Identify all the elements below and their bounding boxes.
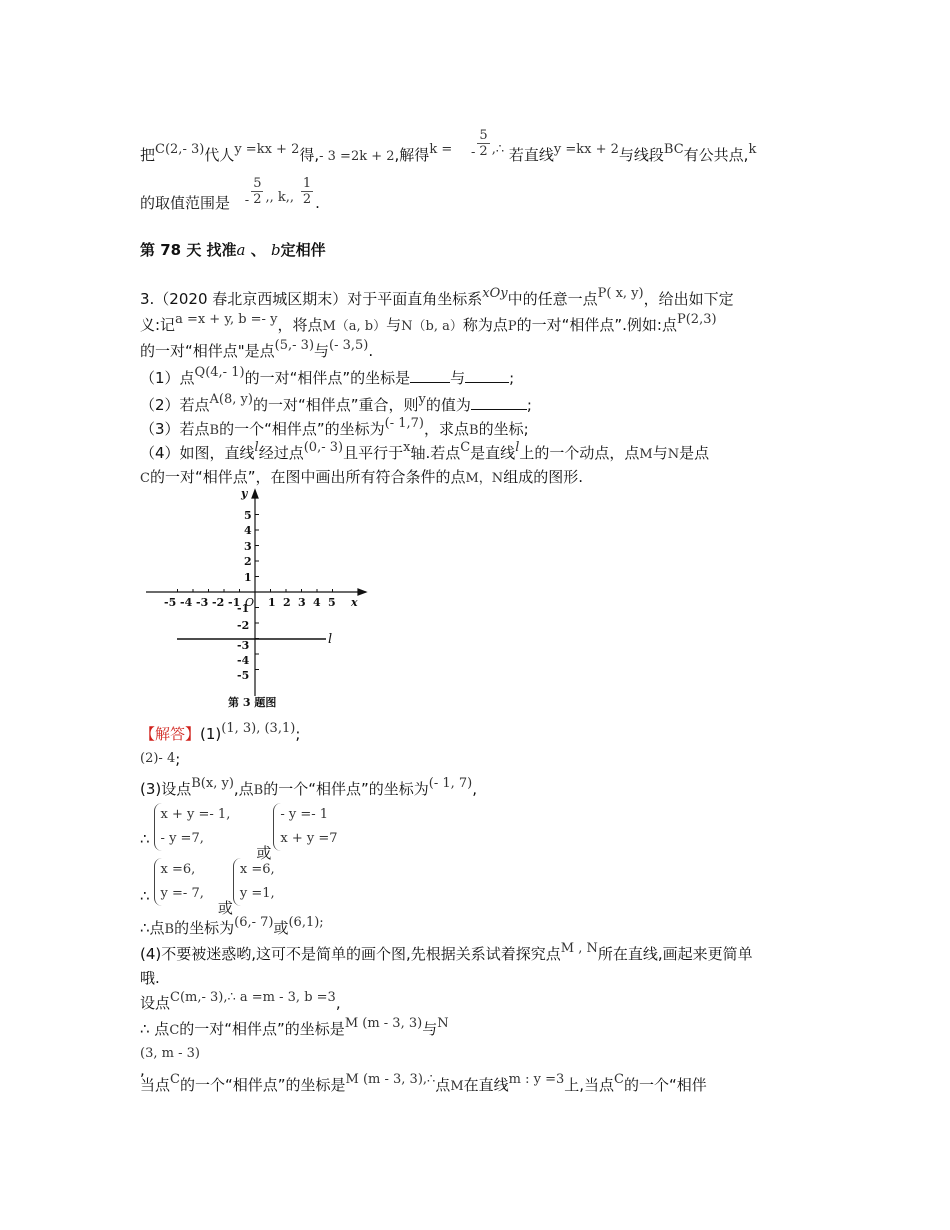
math: (6,- 7) [234,915,274,930]
text: 的一个“相伴点”的坐标为 [263,780,429,798]
x-tick-label: 4 [313,596,321,609]
answer-set-c [140,990,341,1015]
x-axis-label: x [351,596,358,609]
text: 与 [386,316,402,334]
text: 或 [217,898,233,917]
text: ∴点 [140,919,165,937]
math: a =x + y, b =- y [175,312,278,327]
heading-text: 第 78 天 找准 [140,241,237,259]
question-2 [140,392,532,417]
text: 所在直线,画起来更简单 [597,945,753,963]
math: k = [429,142,453,157]
answer-b-coords [140,915,324,940]
line-l-label: l [328,632,333,647]
question-1 [140,365,515,390]
text: 当点 [140,1076,171,1094]
math: M [639,447,653,462]
text: (4)不要被迷惑哟,这可不是简单的画个图,先根据关系试着探究点 [140,945,561,963]
y-tick-label: 3 [244,540,252,553]
text: 点 [435,1076,451,1094]
math: y [418,392,426,407]
y-tick-label: -3 [237,639,250,652]
text: 的值为 [425,396,471,414]
fraction [477,128,489,159]
heading-var: b [270,241,281,259]
text: 与 [652,444,668,462]
y-tick-label: 4 [244,524,252,537]
math: M (m - 3, 3),∴ [345,1072,436,1087]
x-tick-label: -3 [196,596,209,609]
text: 的坐标为 [174,919,235,937]
text: 的一对“相伴点”.例如:点 [516,316,677,334]
text: 代人 [204,146,235,164]
math: (5,- 3) [274,338,315,353]
problem-line-3 [140,338,374,363]
text: 上的一个动点，点 [519,444,640,462]
math: (- 1, 7) [428,776,473,791]
text: 的坐标; [478,420,529,438]
text: 哦. [140,969,160,987]
text: 组成的图形. [503,468,583,486]
text: 的一个“相伴点”的坐标是 [179,1076,346,1094]
text: 中的任意一点 [507,290,598,308]
math: N（b, a） [401,319,463,334]
text: 与 [450,369,466,387]
x-axis-arrow [358,589,366,595]
heading-text: 定相伴 [280,241,326,259]
text: ; [526,396,532,414]
answer-pair [140,1016,449,1041]
text: 且平行于 [343,444,404,462]
text: 轴.若点 [410,444,461,462]
coordinate-figure [140,486,380,716]
therefore-symbol: ∴ [140,886,150,905]
y-tick-label: 5 [244,509,252,522]
math: BC [663,142,684,157]
math: ,, k,, [265,190,295,205]
x-tick-label: -5 [164,596,177,609]
math: (- 1,7) [384,416,424,431]
y-tick-label: -5 [237,669,250,682]
text: ; [175,750,181,768]
answer-line-m [140,1072,707,1097]
math: C(m,- 3),∴ a =m - 3, b =3 [170,990,336,1005]
answer-4 [140,941,753,966]
math: P( x, y) [597,286,644,301]
math: C [614,1072,624,1087]
answer-tag: 【解答】 [140,725,201,743]
problem-line-2 [140,312,717,337]
equation-system [273,803,337,851]
math: (0,- 3) [303,440,344,455]
text: （3）若点 [140,420,210,438]
text: ,点 [233,780,254,798]
equation: x =6, [160,862,196,877]
equation: x + y =- 1, [160,807,231,822]
math: - [471,145,476,160]
math: x [403,440,411,455]
text: 义:记 [140,316,176,334]
answer-2 [140,749,180,771]
math: y =kx + 2 [553,142,619,157]
line-k-range [140,176,320,219]
math: - [244,193,250,208]
y-tick-label: -2 [237,619,250,632]
x-tick-label: 2 [283,596,291,609]
text: 上,当点 [564,1076,615,1094]
text: ,解得 [394,146,430,164]
math: B [209,423,220,438]
equation-system [154,858,204,906]
text: （1）点 [140,369,195,387]
y-axis-label: y [241,487,248,500]
x-tick-label: -4 [180,596,193,609]
problem-line-1 [140,286,734,311]
text: ，将点 [277,316,323,334]
heading-text: 、 [245,241,271,259]
text: 的一对“相伴点”重合，则 [252,396,419,414]
math: C [170,1072,180,1087]
text: 的一对“相伴点"是点 [140,342,275,360]
answer-pair-cont [140,1046,200,1068]
answer-1 [140,721,301,746]
text: 若直线 [508,146,554,164]
text: . [315,194,320,212]
text: 得, [299,146,320,164]
text: 与线段 [618,146,664,164]
text: 有公共点, [683,146,749,164]
text: ，求点 [424,420,470,438]
math: M（a, b） [322,319,387,334]
answer-blank[interactable] [471,395,527,410]
equation: x + y =7 [280,831,338,846]
text: 与 [422,1020,438,1038]
text: . [368,342,374,360]
math: k [748,142,757,157]
math: (2)- 4 [140,751,176,766]
x-tick-label: 1 [268,596,276,609]
y-axis-arrow [252,490,258,498]
therefore-symbol: ∴ [140,829,150,848]
math: C [140,471,150,486]
fraction-denominator: 2 [479,144,488,159]
math: y =kx + 2 [234,142,300,157]
math: N [437,1016,449,1031]
text: (3)设点 [140,780,192,798]
math: M (m - 3, 3) [344,1016,423,1031]
text: , [472,780,478,798]
text: （2）若点 [140,396,210,414]
fraction [301,176,313,207]
math: (1, 3), (3,1) [221,721,296,736]
equation: y =1, [239,886,275,901]
system-row-1 [140,803,338,862]
text: 的一对“相伴点”，在图中画出所有符合条件的点 [149,468,466,486]
question-3 [140,416,529,441]
fraction-numerator: 1 [302,176,312,191]
math: (6,1); [288,915,324,930]
text: 称为点 [462,316,508,334]
equation: x =6, [239,862,275,877]
x-tick-label: -2 [212,596,225,609]
answer-4-cont [140,968,160,988]
math: M , N [560,941,598,956]
text: (1) [200,725,222,743]
text: 3.（2020 春北京西城区期末）对于平面直角坐标系 [140,290,483,308]
text: 的一对“相伴点”的坐标是 [179,1020,345,1038]
text: ∴ 点 [140,1020,170,1038]
math: (- 3,5) [329,338,369,353]
figure-caption: 第 3 题图 [228,696,277,709]
equation: - y =- 1 [280,807,329,822]
text: 是点 [679,444,710,462]
x-tick-label: 3 [298,596,306,609]
text: , [335,994,341,1012]
math: - 3 =2k + 2 [319,149,395,164]
math: A(8, y) [209,392,253,407]
y-tick-label: 2 [244,555,252,568]
text: 的取值范围是 [140,194,231,212]
text: ，给出如下定 [643,290,734,308]
text: 与 [314,342,330,360]
fraction-numerator: 5 [253,176,262,191]
math: B(x, y) [191,776,234,791]
text: ; [295,725,301,743]
origin-label: O [245,596,255,609]
text: 在直线 [463,1076,509,1094]
y-tick-label: 1 [244,571,252,584]
text: 把 [140,146,156,164]
text: 或 [256,843,272,862]
math: C [460,440,471,455]
line-solve-k [140,128,757,171]
fraction-numerator: 5 [479,128,488,143]
text: 的一个“相伴 [624,1076,707,1094]
math: Q(4,- 1) [194,365,245,380]
equation-system [233,858,275,906]
math: m : y =3 [508,1072,565,1087]
section-heading [140,240,326,260]
answer-3 [140,776,478,801]
text: 设点 [140,994,171,1012]
answer-blank[interactable] [410,368,450,383]
text: 的一个“相伴点”的坐标为 [219,420,385,438]
math: ,∴ [491,142,505,157]
equation-system [154,803,231,851]
math: C(2,- 3) [155,142,205,157]
equation: - y =7, [160,831,204,846]
text: , [140,1061,145,1079]
text: 的一对“相伴点”的坐标是 [244,369,411,387]
fraction [251,176,263,207]
math: P [507,319,517,334]
system-row-2 [140,858,275,917]
text: （4）如图，直线 [140,444,255,462]
y-tick-label: -4 [237,654,250,667]
math: B [164,922,175,937]
x-tick-label: 5 [328,596,336,609]
question-4 [140,440,710,465]
text: ; [509,369,515,387]
fraction-denominator: 2 [302,192,312,207]
math: M [450,1079,464,1094]
math: l [515,440,520,455]
math: C [169,1023,180,1038]
answer-blank[interactable] [465,368,509,383]
math: B [253,783,264,798]
math: M，N [465,471,504,486]
math: xOy [482,286,508,301]
heading-var: a [236,241,246,259]
y-tick-label: -1 [237,602,250,615]
equation: y =- 7, [160,886,204,901]
math: N [667,447,680,462]
math: (3, m - 3) [140,1046,200,1061]
x-tick-label: -1 [228,596,241,609]
text: 是直线 [470,444,516,462]
math: B [469,423,479,438]
math: P(2,3) [676,312,717,327]
text: 或 [273,919,289,937]
fraction-denominator: 2 [253,192,262,207]
math: l [254,440,259,455]
text: 经过点 [258,444,304,462]
